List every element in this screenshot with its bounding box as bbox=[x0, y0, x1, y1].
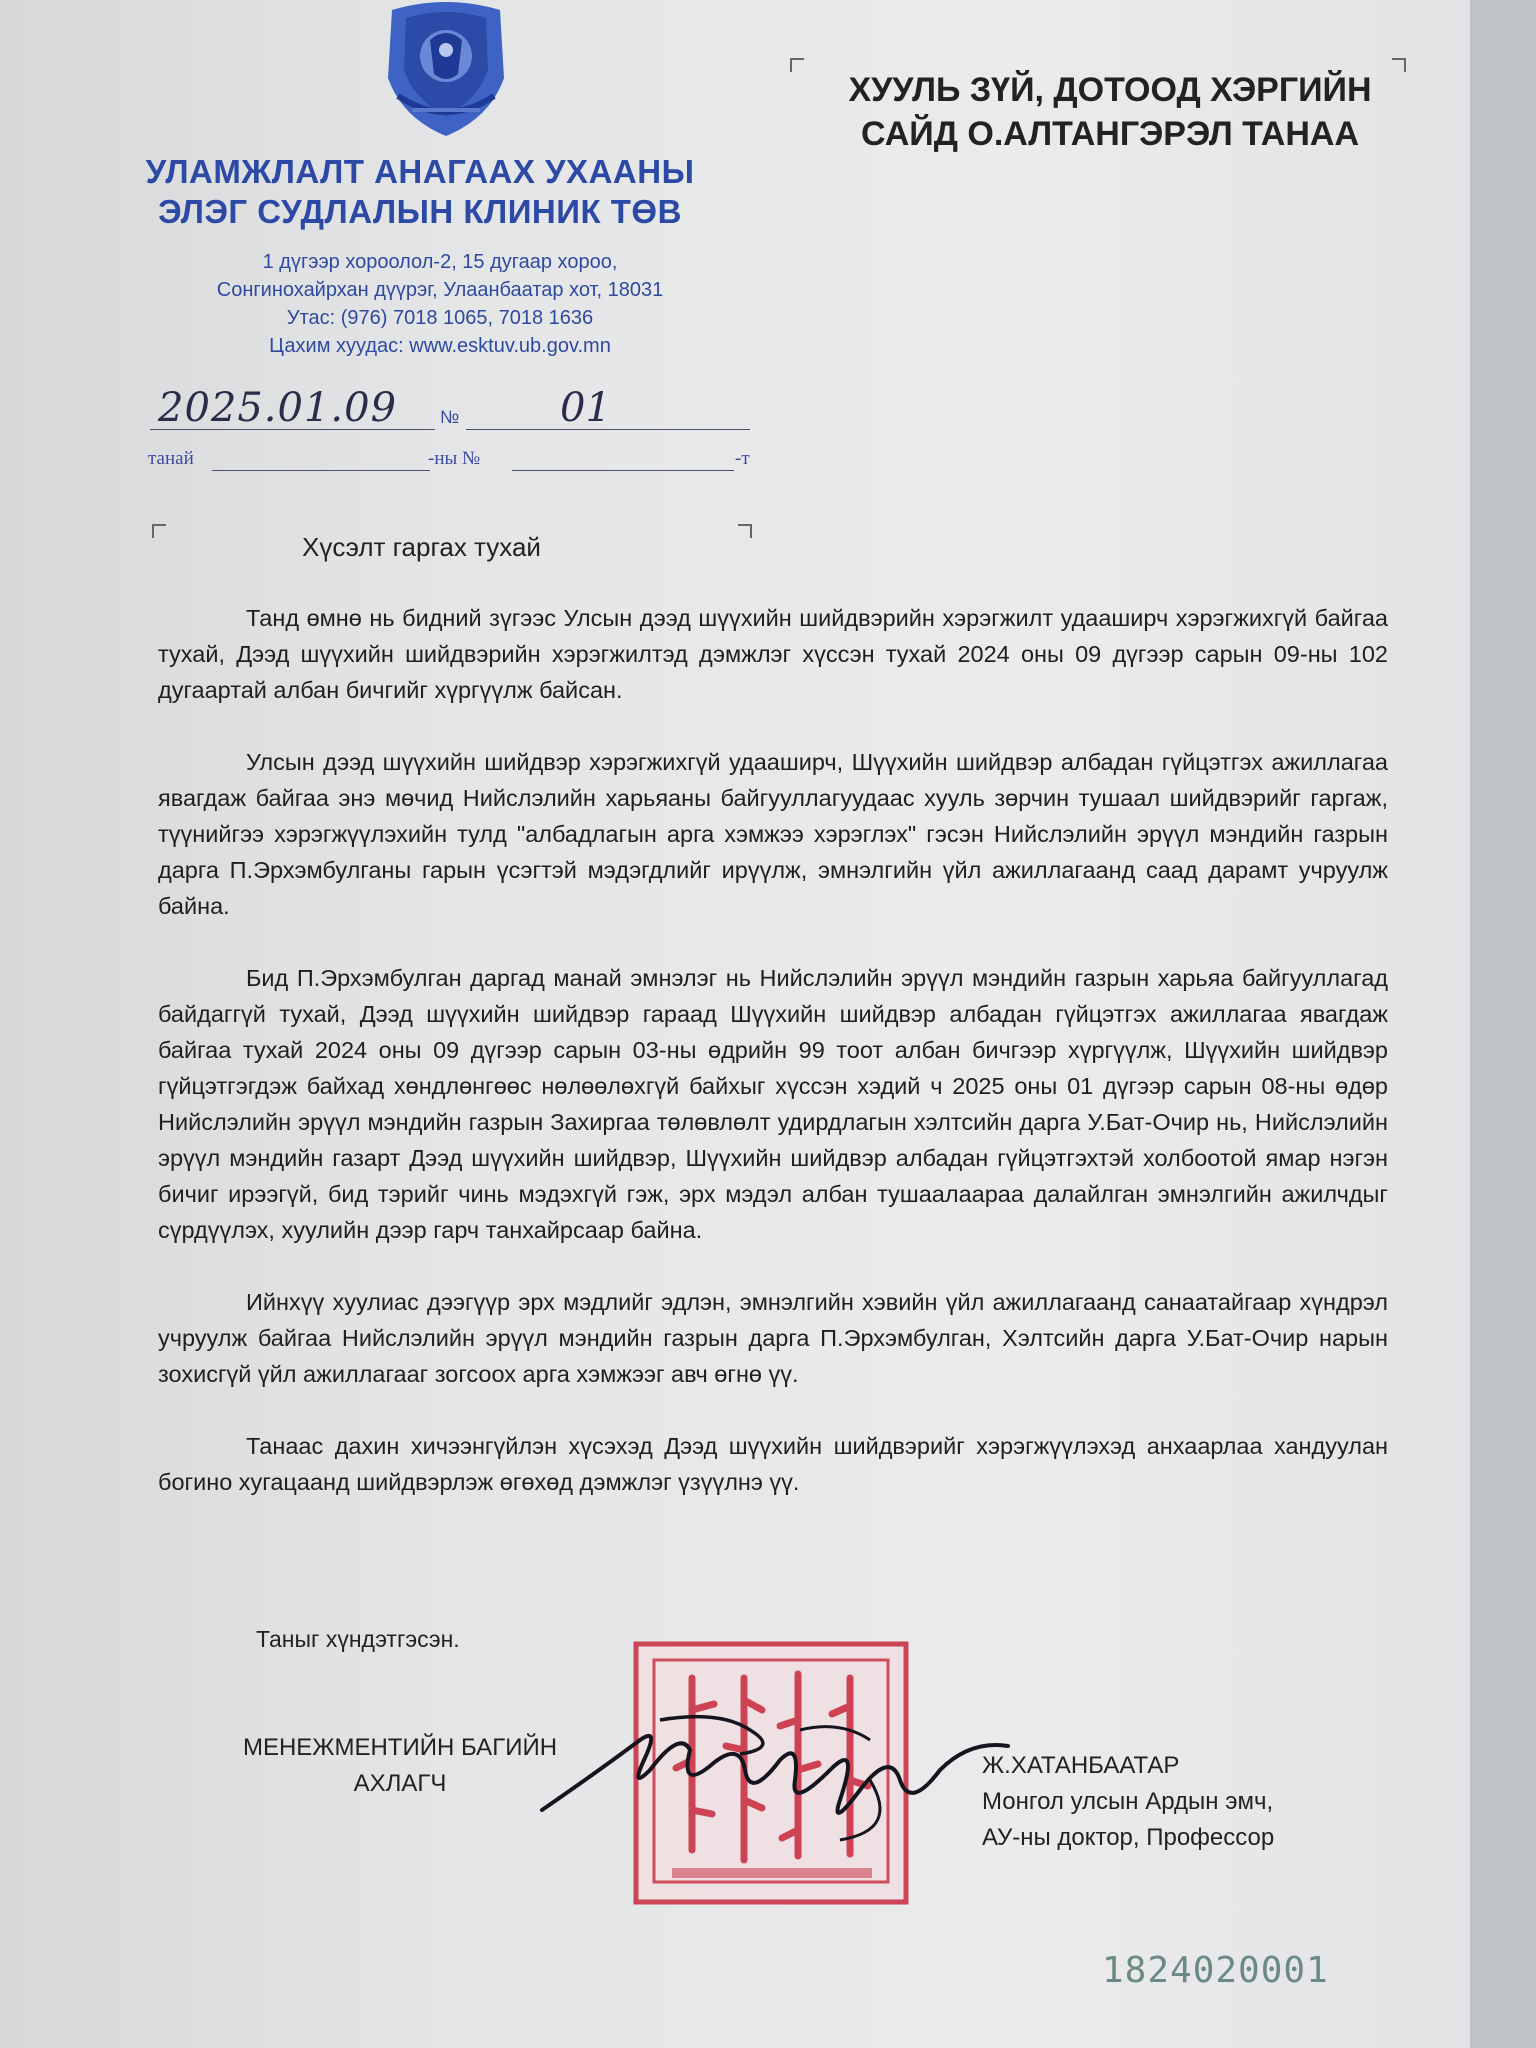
organization-address bbox=[150, 248, 730, 360]
signer-name: Ж.ХАТАНБААТАР bbox=[982, 1752, 1180, 1779]
document-date: 2025.01.09 bbox=[158, 385, 398, 431]
document-number: 01 bbox=[560, 385, 611, 431]
reference-line bbox=[150, 385, 750, 433]
body-paragraph-5: Танаас дахин хичээнгүйлэн хүсэхэд Дээд шүүхийн шийдвэрийг хэрэгжүүлэхэд анхаарлаа хандуулан богино хугацаанд шийдвэрлэж өгөхөд дэмжлэг үзүүлнэ үү. bbox=[158, 1433, 1388, 1495]
org-name-line2: ЭЛЭГ СУДЛАЛЫН КЛИНИК ТӨВ bbox=[158, 193, 682, 230]
your-number-underline bbox=[512, 470, 734, 471]
body-paragraph-3: Бид П.Эрхэмбулган даргад манай эмнэлэг нь Нийслэлийн эрүүл мэндийн газрын харьяа байгууллагад байдаггүй тухай, Дээд шүүхийн шийдвэр гараад Шүүхийн шийдвэр албадан гүйцэтгэх ажиллагаа явагдаж байгаа тухай 2024 оны 09 дүгээр сарын 03-ны өдрийн 99 тоот албан бичгээр хүргүүлж, Шүүхийн шийдвэр гүйцэтгэгдэж байхад хөндлөнгөөс нөлөөлөхгүй байхыг хүссэн хэдий ч 2025 оны 01 дүгээр сарын 08-ны өдөр Нийслэлийн эрүүл мэндийн газрын Захиргаа төлөвлөлт удирдлагын хэлтсийн дарга У.Бат-Очир нь, Нийслэлийн эрүүл мэндийн газарт Дээд шүүхийн шийдвэр, Шүүхийн шийдвэр албадан гүйцэтгэхтэй холбоотой ямар нэгэн бичиг ирээгүй, бид тэрийг чинь мэдэхгүй гэж, эрх мэдэл албан тушаалаараа далайлган эмнэлгийн ажилчдыг сүрдүүлэх, хуулийн дээр гарч танхайрсаар байна. bbox=[158, 965, 1388, 1243]
date-underline bbox=[150, 429, 435, 430]
to-suffix: -т bbox=[735, 448, 750, 469]
closing-regards: Таныг хүндэтгэсэн. bbox=[256, 1626, 460, 1652]
recipient-line1: ХУУЛЬ ЗҮЙ, ДОТООД ХЭРГИЙН bbox=[848, 71, 1372, 109]
number-sign: № bbox=[440, 407, 460, 427]
recipient-line2: САЙД О.АЛТАНГЭРЭЛ ТАНАА bbox=[861, 115, 1359, 153]
recipient-block bbox=[840, 68, 1380, 156]
signer-details bbox=[982, 1748, 1274, 1856]
address-line2: Сонгинохайрхан дүүрэг, Улаанбаатар хот, 18031 bbox=[216, 279, 664, 301]
state-emblem-icon bbox=[372, 0, 520, 140]
website-line: Цахим хуудас: www.esktuv.ub.gov.mn bbox=[269, 335, 611, 357]
signer-position bbox=[210, 1730, 590, 1802]
body-paragraph-2: Улсын дээд шүүхийн шийдвэр хэрэгжихгүй удааширч, Шүүхийн шийдвэр албадан гүйцэтгэх ажиллагаа явагдаж байгаа энэ мөчид Нийслэлийн харьяаны байгууллагуудаас хууль зөрчин тушаал шийдвэрийг гаргаж, түүнийгээ хэрэгжүүлэхийн тулд "албадлагын арга хэмжээ хэрэглэх" гэсэн Нийслэлийн эрүүл мэндийн газрын дарга П.Эрхэмбулганы гарын үсэгтэй мэдэгдлийг ирүүлж, эмнэлгийн үйл ажиллагаанд саад дарамт учруулж байна. bbox=[158, 749, 1388, 919]
org-name-line1: УЛАМЖЛАЛТ АНАГААХ УХААНЫ bbox=[145, 153, 695, 190]
recipient-corner-top-right bbox=[1392, 58, 1406, 72]
number-underline bbox=[466, 429, 750, 430]
body-paragraph-1: Танд өмнө нь бидний зүгээс Улсын дээд шүүхийн шийдвэрийн хэрэгжилт удааширч хэрэгжихгүй байгаа тухай, Дээд шүүхийн шийдвэрийн хэрэгжилтэд дэмжлэг хүссэн тухай 2024 оны 09 дүгээр сарын 09-ны 102 дугаартай албан бичгийг хүргүүлж байсан. bbox=[158, 605, 1388, 703]
signer-title-line2: АУ-ны доктор, Профессор bbox=[982, 1824, 1275, 1851]
position-line1: МЕНЕЖМЕНТИЙН БАГИЙН bbox=[242, 1734, 558, 1761]
subject-corner-right bbox=[738, 524, 752, 538]
letter-body bbox=[158, 600, 1388, 1536]
body-paragraph-4: Ийнхүү хуулиас дээгүүр эрх мэдлийг эдлэн, эмнэлгийн хэвийн үйл ажиллагаанд санаатайгаар хүндрэл учруулж байгаа Нийслэлийн эрүүл мэндийн газрын дарга П.Эрхэмбулган, Хэлтсийн дарга У.Бат-Очир нарын зохисгүй үйл ажиллагааг зогсоох арга хэмжээг авч өгнө үү. bbox=[158, 1289, 1388, 1387]
address-line1: 1 дүгээр хороолол-2, 15 дугаар хороо, bbox=[262, 251, 618, 273]
of-number-label: -ны № bbox=[428, 448, 481, 469]
organization-name bbox=[100, 152, 740, 232]
subject-corner-left bbox=[152, 524, 166, 538]
your-ref-underline bbox=[212, 470, 430, 471]
subject-title: Хүсэлт гаргах тухай bbox=[302, 532, 541, 562]
page-edge-shadow bbox=[1470, 0, 1536, 2048]
handwritten-signature-icon bbox=[540, 1700, 1010, 1850]
your-label: танай bbox=[148, 448, 194, 469]
signer-title-line1: Монгол улсын Ардын эмч, bbox=[982, 1788, 1274, 1815]
recipient-corner-top-left bbox=[790, 58, 804, 72]
position-line2: АХЛАГЧ bbox=[353, 1770, 447, 1797]
registration-number: 1824020001 bbox=[1102, 1950, 1329, 1991]
phone-line: Утас: (976) 7018 1065, 7018 1636 bbox=[286, 307, 594, 329]
